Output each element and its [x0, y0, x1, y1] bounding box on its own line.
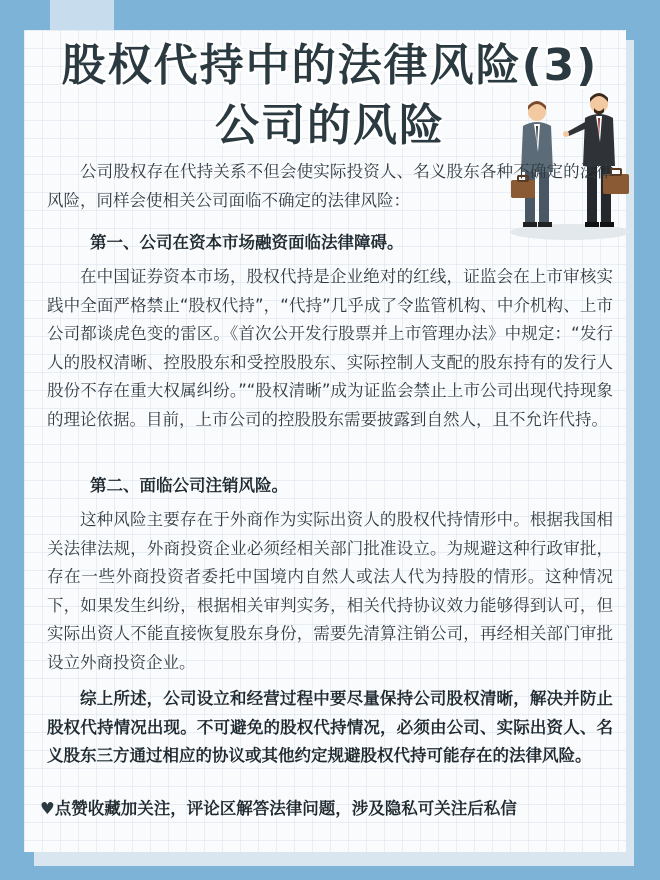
intro-paragraph: 公司股权存在代持关系不但会使实际投资人、名义股东各种不确定的法律风险，同样会使相关公司面临不确定的法律风险：: [47, 162, 613, 210]
footer-text: 点赞收藏加关注，评论区解答法律问题，涉及隐私可关注后私信: [54, 799, 517, 818]
page-title: 股权代持中的法律风险(3): [61, 40, 599, 91]
section-1-body: 在中国证券资本市场，股权代持是企业绝对的红线，证监会在上市审核实践中全面严格禁止“股权代持”，“代持”几乎成了令监管机构、中介机构、上市公司都谈虎色变的雷区。《首次公开发行股票并上市管理办法》中规定：“发行人的股权清晰、控股股东和受控股股东、实际控制人支配的股东持有的发行人股份不存在重大权属纠纷。”“股权清晰”成为证监会禁止上市公司出现代持现象的理论依据。目前，上市公司的控股股东需要披露到自然人，且不允许代持。: [47, 267, 613, 429]
section-1-heading: 第一、公司在资本市场融资面临法律障碍。: [90, 233, 404, 252]
footer-note: [40, 795, 620, 824]
section-2-heading: 第二、面临公司注销风险。: [90, 476, 288, 495]
heart-icon: ♥: [40, 799, 55, 818]
section-2-body: 这种风险主要存在于外商作为实际出资人的股权代持情形中。根据我国相关法律法规，外商投资企业必须经相关部门批准设立。为规避这种行政审批，存在一些外商投资者委托中国境内自然人或法人代为持股的情形。这种情况下，如果发生纠纷，根据相关审判实务，相关代持协议效力能够得到认可，但实际出资人不能直接恢复股东身份，需要先清算注销公司，再经相关部门审批设立外商投资企业。: [47, 510, 613, 672]
page-subtitle: 公司的风险: [215, 100, 445, 151]
conclusion-paragraph: 综上所述，公司设立和经营过程中要尽量保持公司股权清晰，解决并防止股权代持情况出现。不可避免的股权代持情况，必须由公司、实际出资人、名义股东三方通过相应的协议或其他约定规避股权代持可能存在的法律风险。: [47, 689, 613, 765]
